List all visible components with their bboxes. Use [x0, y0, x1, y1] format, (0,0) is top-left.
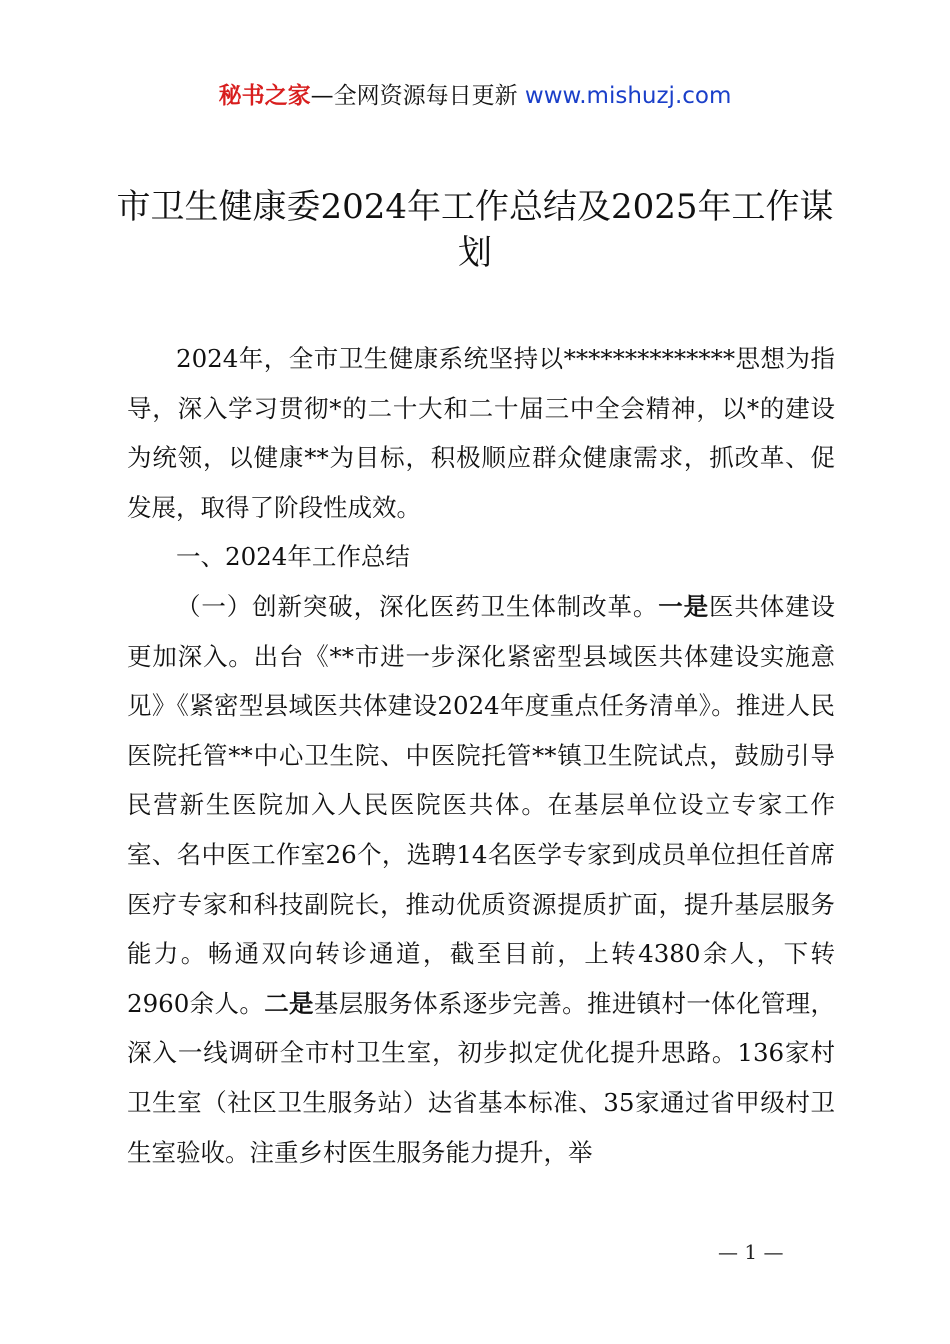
- site-brand: 秘书之家: [218, 83, 311, 109]
- point-label-2: 二是: [264, 988, 314, 1018]
- subsection-paragraph: [127, 582, 835, 1177]
- site-url-link[interactable]: www.mishuzj.com: [524, 83, 732, 109]
- point-text-2: 基层服务体系逐步完善。推进镇村一体化管理，深入一线调研全市村卫生室，初步拟定优化提升思路。136家村卫生室（社区卫生服务站）达省基本标准、35家通过省甲级村卫生室验收。注重乡村医生服务能力提升，举: [127, 988, 836, 1167]
- subsection-lead: （一）创新突破，深化医药卫生体制改革。: [176, 591, 659, 621]
- site-banner: [0, 80, 950, 112]
- document-body: [127, 334, 835, 1177]
- site-tagline: —全网资源每日更新: [310, 83, 525, 109]
- point-label-1: 一是: [658, 591, 709, 621]
- page-number: — 1 —: [718, 1240, 784, 1264]
- point-text-1: 医共体建设更加深入。出台《**市进一步深化紧密型县域医共体建设实施意见》《紧密型县域医共体建设2024年度重点任务清单》。推进人民医院托管**中心卫生院、中医院托管**镇卫生院试点，鼓励引导民营新生医院加入人民医院医共体。在基层单位设立专家工作室、名中医工作室26个，选聘14名医学专家到成员单位担任首席医疗专家和科技副院长，推动优质资源提质扩面，提升基层服务能力。畅通双向转诊通道，截至目前，上转4380余人，下转2960余人。: [127, 591, 836, 1018]
- intro-paragraph: 2024年，全市卫生健康系统坚持以**************思想为指导，深入学习贯彻*的二十大和二十届三中全会精神，以*的建设为统领，以健康**为目标，积极顺应群众健康需求，抓改革、促发展，取得了阶段性成效。: [127, 344, 835, 522]
- section-heading: 一、2024年工作总结: [176, 542, 410, 572]
- document-title: 市卫生健康委2024年工作总结及2025年工作谋划: [116, 187, 834, 273]
